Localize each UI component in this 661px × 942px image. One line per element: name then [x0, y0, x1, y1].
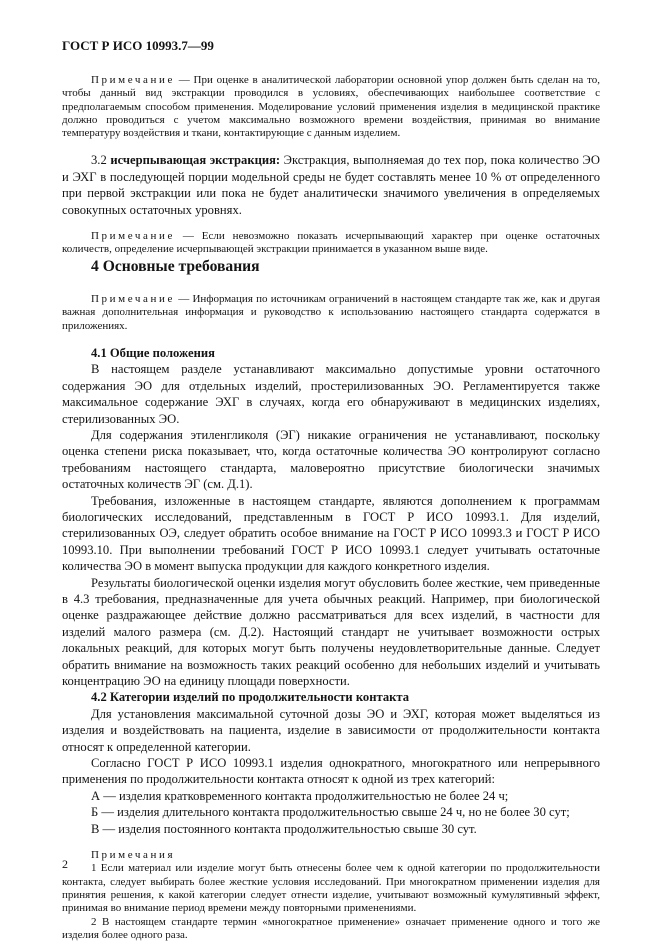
section-4	[62, 237, 600, 942]
note-text: — Информация по источникам ограничений в настоящем стандарте так же, как и другая важная дополнительная информация и руководство к использованию настоящего стандарта содержатся в приложениях.	[62, 293, 600, 332]
subsection-4-2-paragraph: Согласно ГОСТ Р ИСО 10993.1 изделия однократного, многократного или непрерывного применения по продолжительности контакта относят к одной из трех категорий:	[62, 756, 600, 787]
notes-label: Примечания	[91, 849, 176, 862]
document-header: ГОСТ Р ИСО 10993.7—99	[62, 38, 214, 53]
subsection-4-1-paragraph: Результаты биологической оценки изделия могут обусловить более жесткие, чем приведенные в 4.3 требования, предназначенные для учета обычных реакций. Например, при биологической оценке раздражающее действие должно рассматриваться для всех изделий, в частности для изделий малого размера (см. Д.2). Настоящий стандарт не учитывает возможности острых локальных реакций, для которых могут быть получены неудовлетворительные данные. Следует обратить внимание на возможность таких реакций особенно для небольших изделий и учитывать концентрацию ЭО на единицу площади поверхности.	[62, 575, 600, 689]
subsection-4-1-paragraph: Требования, изложенные в настоящем стандарте, являются дополнением к программам биологических исследований, представленным в ГОСТ Р ИСО 10993.1. Для изделий, стерилизованных ОЭ, следует обратить особое внимание на ГОСТ Р ИСО 10993.3 и ГОСТ Р ИСО 10993.10. При выполнении требований ГОСТ Р ИСО 10993.1 следует учитывать остаточные количества ЭО в момент выпуска продукции для каждого конкретного изделия.	[62, 493, 600, 574]
note-text: — Если невозможно показать исчерпывающий характер при оценке остаточных количеств, определение исчерпывающей экстракции принимается в указанном выше виде.	[62, 230, 600, 256]
subsection-4-2-paragraph: Для установления максимальной суточной дозы ЭО и ЭХГ, которая может выделяться из изделия и воздействовать на пациента, изделие в зависимости от продолжительности контакта относят к определенной категории.	[62, 706, 600, 754]
definition-text: Экстракция, выполняемая до тех пор, пока количество ЭО и ЭХГ в последующей порции модельной среды не будет составлять менее 10 % от определенного при первой экстракции или пока не будет аналитически значимого увеличения в определяемых совокупных остаточных уровнях.	[62, 153, 600, 217]
category-item: В — изделия постоянного контакта продолжительностью свыше 30 сут.	[91, 821, 477, 836]
note-item: 1 Если материал или изделие могут быть отнесены более чем к одной категории по продолжительности контакта, следует выбирать более жесткие условия исследований. При многократном применении изделия для принятия решения, к какой категории следует отнести изделие, учитывают возможный кумулятивный эффект, принимая во внимание период времени между повторными применениями.	[62, 862, 600, 915]
note-extraction-conditions	[62, 74, 600, 140]
section-3-continued	[62, 74, 600, 257]
subsection-4-1-paragraph: В настоящем разделе устанавливают максимально допустимые уровни остаточного содержания ЭО для отдельных изделий, простерилизованных ЭО. Регламентируется также максимальное содержание ЭХГ в случаях, когда его обнаруживают в медицинских изделиях, стерилизованных ЭО.	[62, 362, 600, 426]
note-text: — При оценке в аналитической лаборатории основной упор должен быть сделан на то, чтобы данный вид экстракции проводился в условиях, обеспечивающих наибольшее соответствие с предполагаемым способом применения. Моделирование условий применения изделия в медицинской практике должно проводиться с учетом максимально возможного времени воздействия, принимая во внимание температуру воздействия и ткани, контактирующие с данным изделием.	[62, 74, 600, 140]
subsection-4-1-paragraph: Для содержания этиленгликоля (ЭГ) никакие ограничения не устанавливают, поскольку оценка степени риска показывает, что, когда остаточные количества ЭО контролируют согласно требованиям настоящего стандарта, маловероятно присутствие биологически значимых остаточных количеств ЭГ (см. Д.1).	[62, 427, 600, 492]
note-label: Примечание	[91, 74, 175, 86]
subsection-4-1-title: 4.1 Общие положения	[91, 345, 215, 360]
note-item: 2 В настоящем стандарте термин «многократное применение» означает применение одного и того же изделия более одного раза.	[62, 915, 600, 941]
note-label: Примечание	[91, 230, 175, 243]
definition-term: исчерпывающая экстракция:	[110, 153, 281, 168]
category-item: А — изделия кратковременного контакта продолжительностью не более 24 ч;	[91, 788, 509, 803]
category-item: Б — изделия длительного контакта продолжительностью свыше 24 ч, но не более 30 сут;	[91, 805, 570, 820]
subsection-4-2-title: 4.2 Категории изделий по продолжительности контакта	[91, 690, 410, 705]
note-label: Примечание	[91, 293, 175, 305]
definition-3-2	[62, 152, 600, 218]
section-4-title: 4 Основные требования	[91, 258, 260, 275]
section-4-note	[62, 293, 600, 333]
notes-heading	[62, 849, 600, 862]
page-number: 2	[62, 857, 68, 871]
definition-number: 3.2	[91, 153, 111, 168]
